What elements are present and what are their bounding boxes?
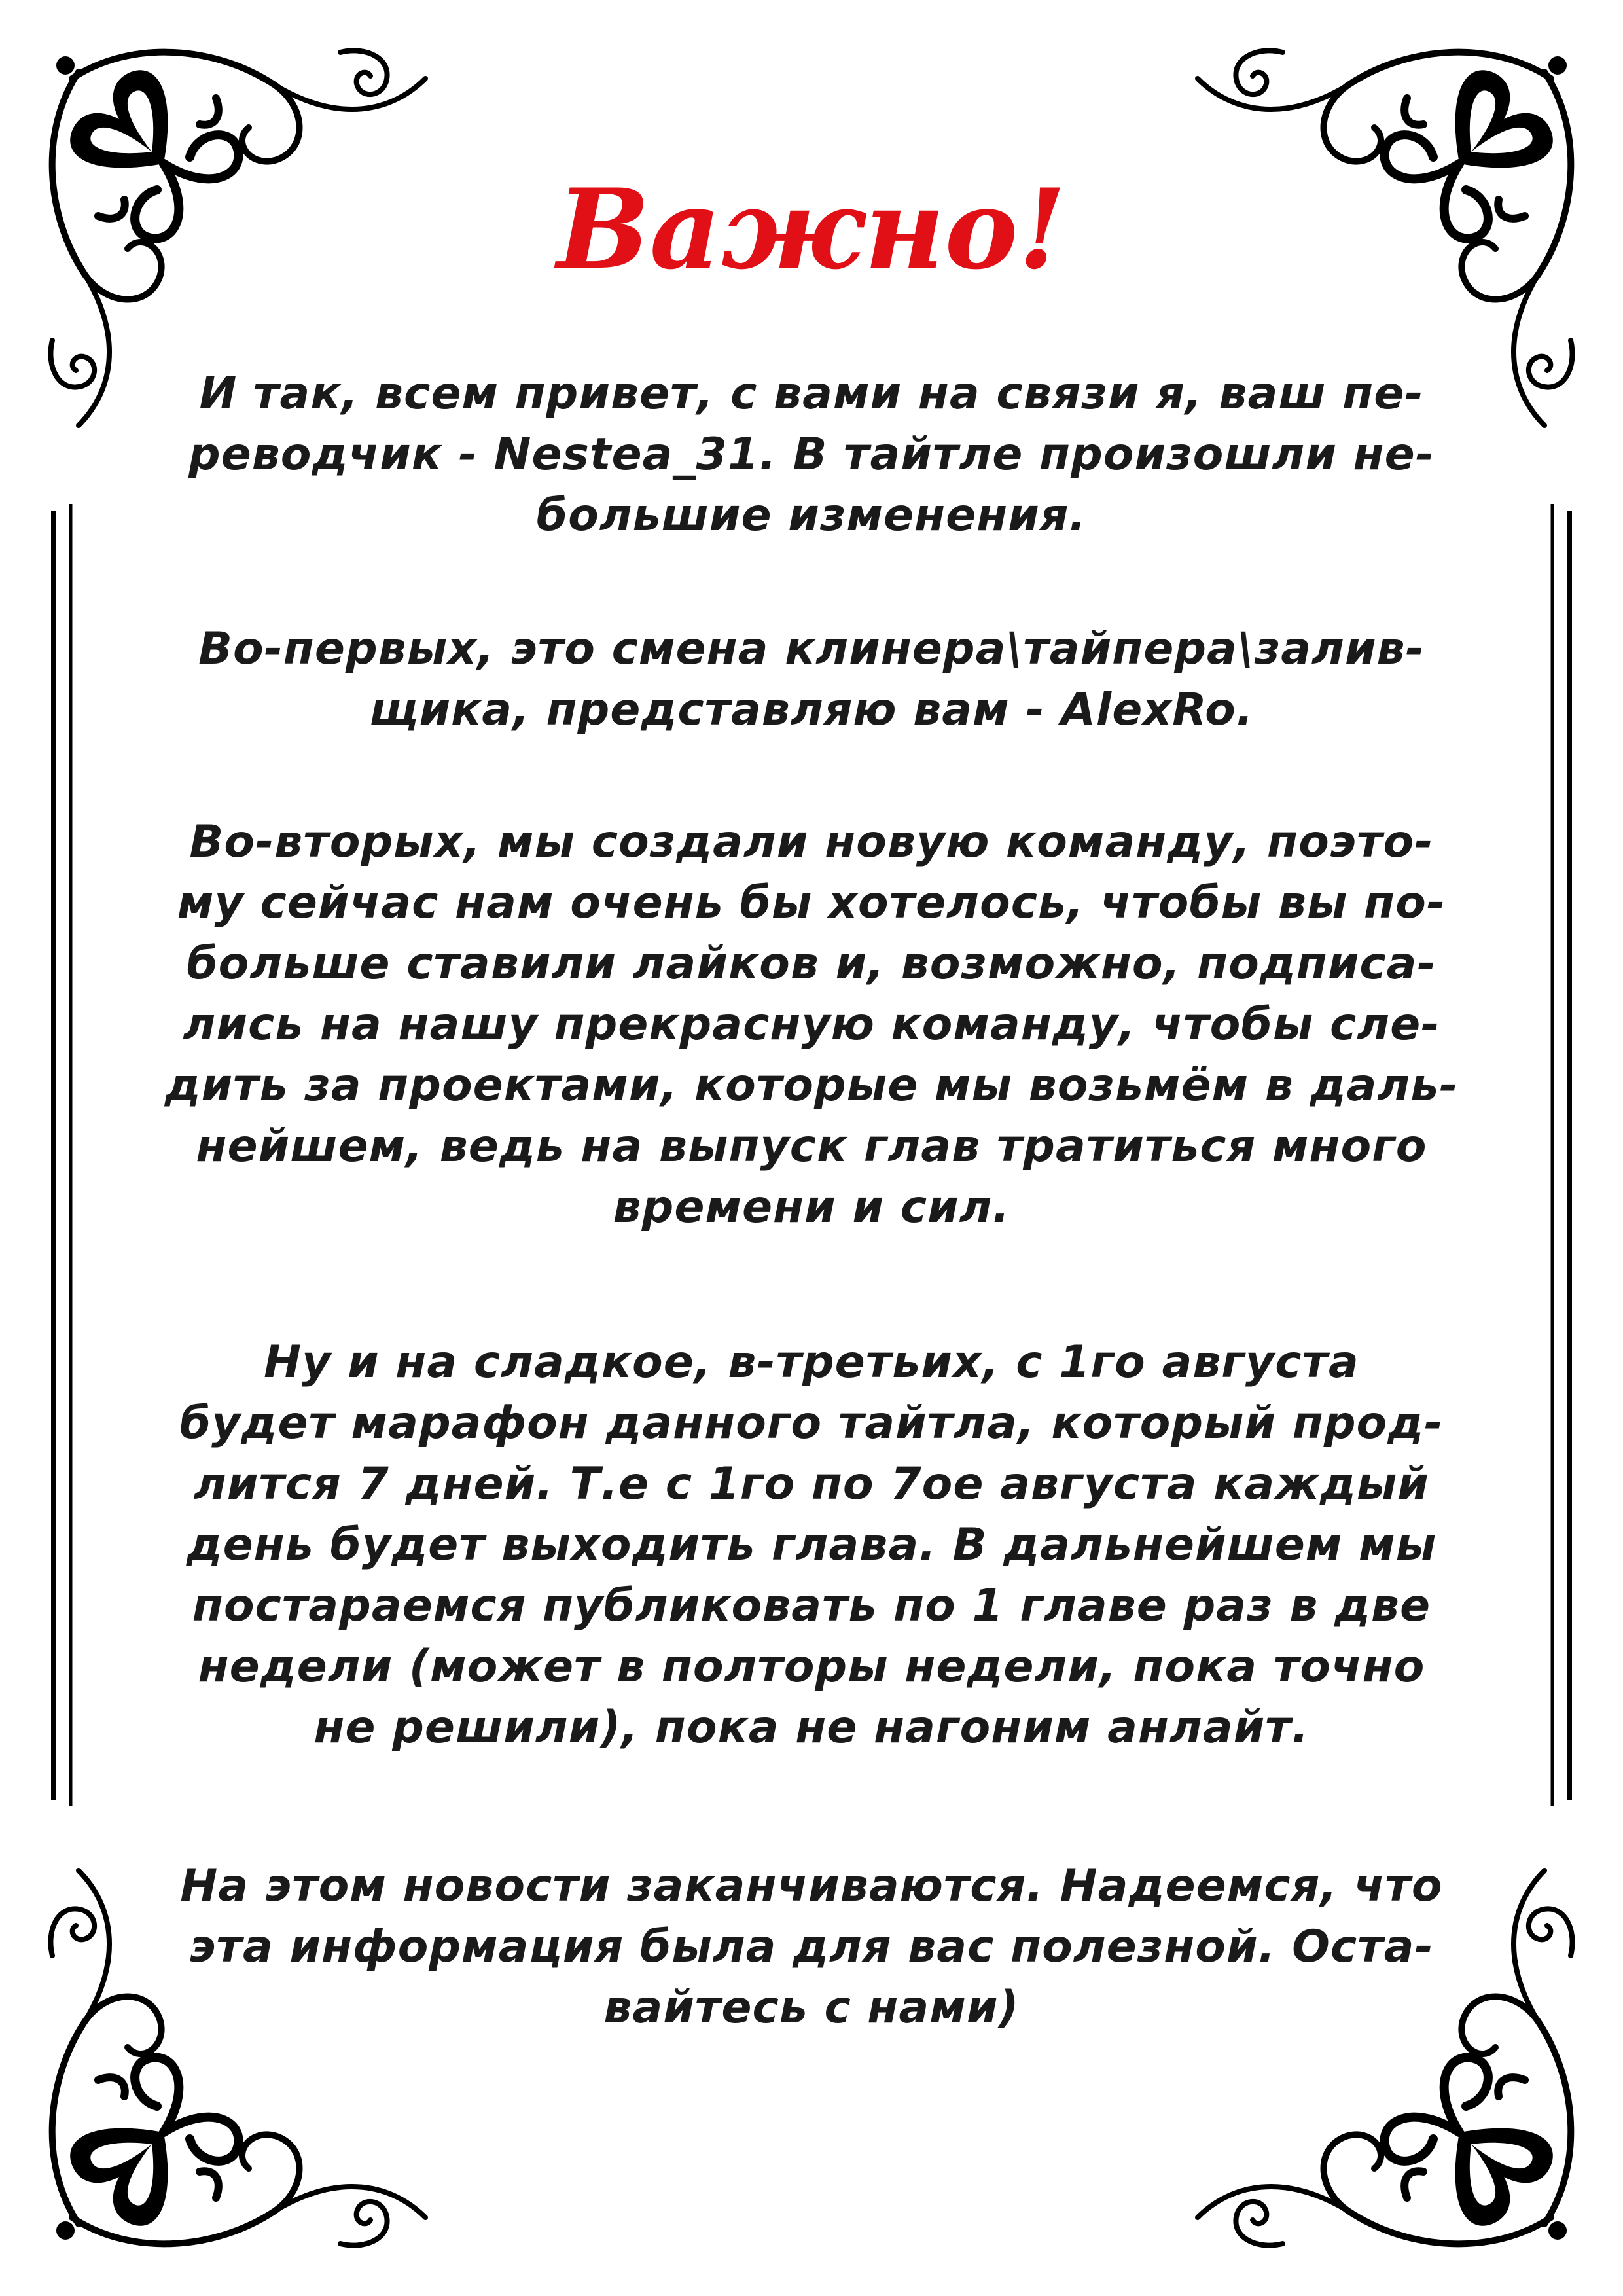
text-line: недели (может в полторы недели, пока точно xyxy=(198,1641,1425,1693)
text-line: му сейчас нам очень бы хотелось, чтобы вы по- xyxy=(177,877,1446,929)
paragraph-closing xyxy=(157,1856,1466,2038)
text-line: будет марафон данного тайтла, который прод- xyxy=(179,1397,1444,1449)
text-line: лись на нашу прекрасную команду, чтобы сле- xyxy=(183,999,1440,1050)
text-line: времени и сил. xyxy=(613,1181,1010,1233)
side-rule-right xyxy=(1552,504,1569,1806)
text-line: щика, представляю вам - AlexRo. xyxy=(369,684,1254,736)
text-line: большие изменения. xyxy=(536,490,1087,541)
text-line: реводчик - Nestea_31. В тайтле произошли не- xyxy=(188,429,1435,480)
paragraph-first-point xyxy=(157,619,1466,740)
text-line: постараемся публиковать по 1 главе раз в две xyxy=(192,1580,1431,1632)
page-title: Важно! xyxy=(556,164,1067,294)
text-line: нейшем, ведь на выпуск глав тратиться много xyxy=(196,1121,1427,1172)
text-line: лится 7 дней. Т.е с 1го по 7ое августа каждый xyxy=(194,1458,1429,1510)
text-line: не решили), пока не нагоним анлайт. xyxy=(313,1702,1310,1753)
text-line: эта информация была для вас полезной. Оста- xyxy=(189,1921,1434,1973)
paragraph-greeting xyxy=(157,363,1466,546)
text-line: больше ставили лайков и, возможно, подписа- xyxy=(187,938,1436,990)
text-line: И так, всем привет, с вами на связи я, ваш пе- xyxy=(199,368,1424,420)
text-line: день будет выходить глава. В дальнейшем мы xyxy=(186,1519,1437,1571)
text-line: На этом новости заканчиваются. Надеемся, что xyxy=(180,1860,1443,1912)
text-line: Ну и на сладкое, в-третьих, с 1го августа xyxy=(264,1336,1359,1388)
side-rule-left xyxy=(54,504,71,1806)
paragraph-second-point xyxy=(157,812,1466,1238)
paragraph-third-point xyxy=(157,1332,1466,1758)
text-line: вайтесь с нами) xyxy=(603,1982,1020,2034)
text-line: Во-вторых, мы создали новую команду, поэто- xyxy=(189,816,1434,868)
text-line: дить за проектами, которые мы возьмём в даль- xyxy=(164,1060,1459,1111)
text-line: Во-первых, это смена клинера\тайпера\залив- xyxy=(198,623,1425,675)
